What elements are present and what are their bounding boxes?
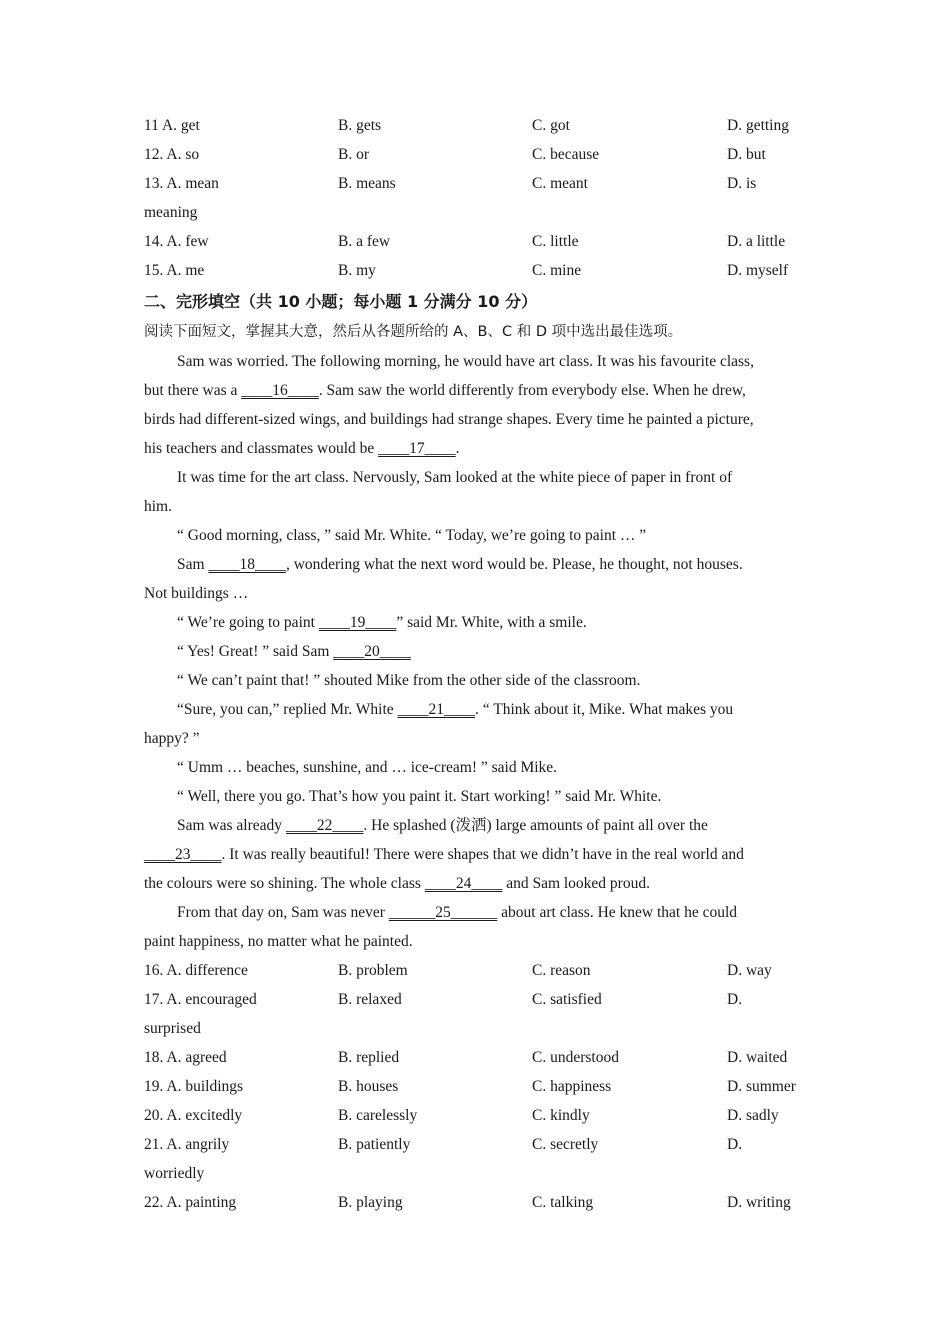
passage-line bbox=[144, 405, 806, 434]
option-b: B. playing bbox=[338, 1194, 403, 1211]
option-c: C. because bbox=[532, 146, 600, 163]
option-d: D. writing bbox=[727, 1194, 791, 1211]
option-row-19 bbox=[144, 1072, 806, 1101]
option-row-22 bbox=[144, 1188, 806, 1217]
passage-line bbox=[144, 608, 806, 637]
option-c: C. mine bbox=[532, 262, 582, 279]
passage-line bbox=[144, 579, 806, 608]
passage-text: Sam was worried. The following morning, he would have art class. It was his favourite class, bbox=[177, 353, 754, 370]
passage-text: birds had different-sized wings, and buildings had strange shapes. Every time he painted a picture, bbox=[144, 411, 754, 428]
passage-text: . “ Think about it, Mike. What makes you bbox=[475, 701, 734, 718]
option-b: B. or bbox=[338, 146, 369, 163]
passage-text: paint happiness, no matter what he painted. bbox=[144, 933, 413, 950]
option-d: D. summer bbox=[727, 1078, 796, 1095]
passage-text: “Sure, you can,” replied Mr. White bbox=[177, 701, 398, 718]
blank-23: ____23____ bbox=[144, 846, 222, 863]
passage-text: Sam bbox=[177, 556, 209, 573]
blank-20: ____20____ bbox=[333, 643, 411, 660]
option-row-11 bbox=[144, 111, 806, 140]
option-c: C. reason bbox=[532, 962, 591, 979]
passage-text: It was time for the art class. Nervously, Sam looked at the white piece of paper in front of bbox=[177, 469, 733, 486]
blank-17: ____17____ bbox=[378, 440, 456, 457]
option-a: 18. A. agreed bbox=[144, 1049, 227, 1066]
passage-text: happy? ” bbox=[144, 730, 200, 747]
option-c: C. meant bbox=[532, 175, 588, 192]
option-d: D. getting bbox=[727, 117, 789, 134]
passage-text: From that day on, Sam was never bbox=[177, 904, 389, 921]
option-b: B. replied bbox=[338, 1049, 400, 1066]
passage-text: his teachers and classmates would be bbox=[144, 440, 379, 457]
option-row-21 bbox=[144, 1130, 806, 1159]
option-row-18 bbox=[144, 1043, 806, 1072]
option-row-20 bbox=[144, 1101, 806, 1130]
option-c: C. secretly bbox=[532, 1136, 599, 1153]
option-b: B. relaxed bbox=[338, 991, 402, 1008]
option-d: D. bbox=[727, 991, 743, 1008]
passage-text: Sam was already bbox=[177, 817, 286, 834]
option-c: C. understood bbox=[532, 1049, 619, 1066]
passage-text: “ Yes! Great! ” said Sam bbox=[177, 643, 334, 660]
passage-line bbox=[144, 637, 806, 666]
blank-21: ____21____ bbox=[397, 701, 476, 718]
blank-22: ____22____ bbox=[285, 817, 364, 834]
passage-line bbox=[144, 521, 806, 550]
passage-text: and Sam looked proud. bbox=[502, 875, 650, 892]
option-a: 15. A. me bbox=[144, 262, 205, 279]
passage-text: “ We’re going to paint bbox=[177, 614, 319, 631]
passage-line bbox=[144, 898, 806, 927]
option-row-15 bbox=[144, 256, 806, 285]
passage-text: the colours were so shining. The whole class bbox=[144, 875, 425, 892]
option-a: 13. A. mean bbox=[144, 175, 219, 192]
section-instruction: 阅读下面短文，掌握其大意，然后从各题所给的 A、B、C 和 D 项中选出最佳选项。 bbox=[144, 324, 683, 340]
option-d: D. sadly bbox=[727, 1107, 779, 1124]
option-d: D. bbox=[727, 1136, 743, 1153]
passage-line bbox=[144, 463, 806, 492]
option-b: B. patiently bbox=[338, 1136, 411, 1153]
passage-line bbox=[144, 550, 806, 579]
option-d: D. waited bbox=[727, 1049, 788, 1066]
passage-line bbox=[144, 492, 806, 521]
passage-text: “ Good morning, class, ” said Mr. White. “ Today, we’re going to paint … ” bbox=[177, 527, 647, 544]
option-c: C. little bbox=[532, 233, 579, 250]
option-d: D. but bbox=[727, 146, 766, 163]
option-a: 14. A. few bbox=[144, 233, 209, 250]
passage-text: . bbox=[455, 440, 460, 457]
passage-text: about art class. He knew that he could bbox=[497, 904, 738, 921]
blank-19: ____19____ bbox=[318, 614, 397, 631]
passage-line bbox=[144, 840, 806, 869]
option-c: C. happiness bbox=[532, 1078, 612, 1095]
option-a: 22. A. painting bbox=[144, 1194, 237, 1211]
option-row-13 bbox=[144, 169, 806, 198]
passage-text: “ Well, there you go. That’s how you paint it. Start working! ” said Mr. White. bbox=[177, 788, 662, 805]
option-row-12 bbox=[144, 140, 806, 169]
option-a: 16. A. difference bbox=[144, 962, 248, 979]
exam-page bbox=[144, 111, 806, 1217]
option-b: B. carelessly bbox=[338, 1107, 418, 1124]
blank-18: ____18____ bbox=[208, 556, 286, 573]
option-b: B. my bbox=[338, 262, 376, 279]
passage-line bbox=[144, 376, 806, 405]
passage-text: but there was a bbox=[144, 382, 242, 399]
blank-16: ____16____ bbox=[241, 382, 319, 399]
option-d: D. is bbox=[727, 175, 757, 192]
passage-text: him. bbox=[144, 498, 172, 515]
passage-line bbox=[144, 695, 806, 724]
option-a: 21. A. angrily bbox=[144, 1136, 230, 1153]
option-a: 17. A. encouraged bbox=[144, 991, 257, 1008]
option-c: C. talking bbox=[532, 1194, 594, 1211]
passage-text: “ We can’t paint that! ” shouted Mike from the other side of the classroom. bbox=[177, 672, 641, 689]
option-c: C. got bbox=[532, 117, 570, 134]
section-heading: 二、完形填空（共 10 小题；每小题 1 分满分 10 分） bbox=[144, 292, 538, 311]
options-block-bottom bbox=[144, 956, 806, 1217]
option-a: 19. A. buildings bbox=[144, 1078, 244, 1095]
passage-text: , wondering what the next word would be. Please, he thought, not houses. bbox=[285, 556, 743, 573]
option-a: 11 A. get bbox=[144, 117, 200, 134]
passage-text: “ Umm … beaches, sunshine, and … ice-cream! ” said Mike. bbox=[177, 759, 558, 776]
option-row-14 bbox=[144, 227, 806, 256]
option-b: B. problem bbox=[338, 962, 408, 979]
blank-24: ____24____ bbox=[424, 875, 503, 892]
option-b: B. houses bbox=[338, 1078, 399, 1095]
passage-text: . Sam saw the world differently from everybody else. When he drew, bbox=[318, 382, 746, 399]
blank-25: ______25______ bbox=[388, 904, 498, 921]
passage-text: Not buildings … bbox=[144, 585, 249, 602]
passage-line bbox=[144, 869, 806, 898]
passage-line bbox=[144, 753, 806, 782]
passage bbox=[144, 347, 806, 956]
option-c: C. satisfied bbox=[532, 991, 602, 1008]
options-block-top bbox=[144, 111, 806, 285]
passage-line bbox=[144, 434, 806, 463]
option-b: B. a few bbox=[338, 233, 391, 250]
passage-line bbox=[144, 782, 806, 811]
option-continuation: surprised bbox=[144, 1020, 201, 1037]
passage-line bbox=[144, 927, 806, 956]
passage-text: . It was really beautiful! There were shapes that we didn’t have in the real world and bbox=[221, 846, 744, 863]
option-continuation: meaning bbox=[144, 204, 198, 221]
option-d: D. a little bbox=[727, 233, 786, 250]
option-d: D. way bbox=[727, 962, 772, 979]
passage-text: ” said Mr. White, with a smile. bbox=[396, 614, 587, 631]
passage-line bbox=[144, 666, 806, 695]
option-c: C. kindly bbox=[532, 1107, 590, 1124]
option-a: 12. A. so bbox=[144, 146, 200, 163]
passage-line bbox=[144, 811, 806, 840]
option-a: 20. A. excitedly bbox=[144, 1107, 243, 1124]
option-b: B. gets bbox=[338, 117, 382, 134]
option-d: D. myself bbox=[727, 262, 789, 279]
passage-line bbox=[144, 724, 806, 753]
option-row-17 bbox=[144, 985, 806, 1014]
option-row-16 bbox=[144, 956, 806, 985]
passage-line bbox=[144, 347, 806, 376]
option-b: B. means bbox=[338, 175, 396, 192]
option-continuation: worriedly bbox=[144, 1165, 205, 1182]
passage-text: . He splashed (泼洒) large amounts of paint all over the bbox=[363, 817, 708, 834]
